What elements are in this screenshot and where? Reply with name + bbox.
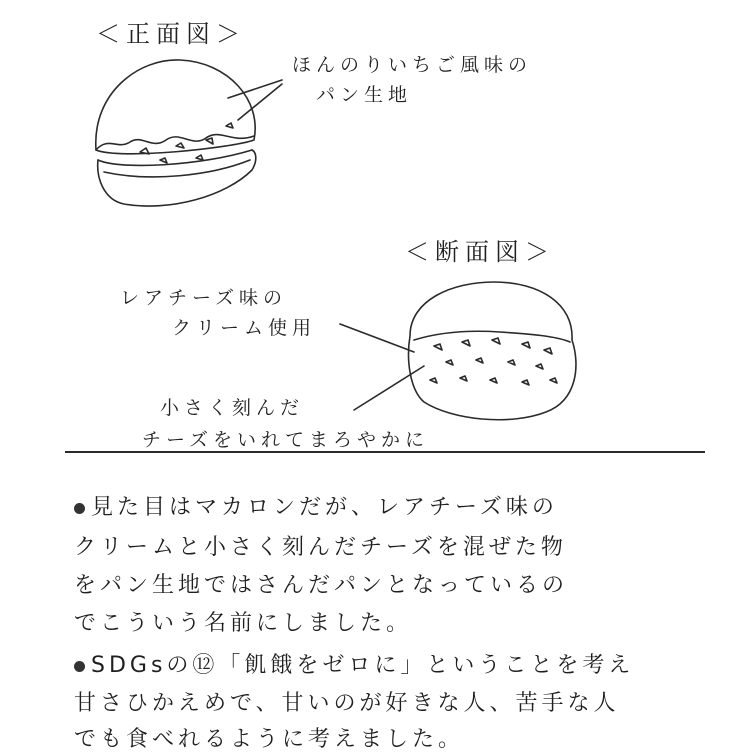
note-line-2: クリームと小さく刻んだチーズを混ぜた物	[74, 535, 567, 560]
front-view-label-line2: パン生地	[316, 84, 413, 106]
cross-section-label-b-line2: チーズをいれてまろやかに	[142, 429, 430, 451]
bullet-icon	[74, 503, 85, 514]
note-line-7: でも食べれるように考えました。	[74, 727, 465, 752]
note-line-4: でこういう名前にしました。	[74, 611, 413, 636]
note-line-6: 甘さひかえめで、甘いのが好きな人、苦手な人	[74, 691, 620, 716]
cross-section-label-b-line1: 小さく刻んだ	[160, 397, 305, 419]
cross-section-title: ＜断面図＞	[405, 238, 555, 266]
note-line-5: SDGsの⑫「飢餓をゼロに」ということを考え	[74, 648, 634, 679]
front-view-title: ＜正面図＞	[96, 20, 246, 48]
note-line-1: 見た目はマカロンだが、レアチーズ味の	[74, 490, 558, 521]
bullet-icon	[74, 661, 85, 672]
section-divider	[65, 451, 705, 453]
cross-section-macaron-drawing	[340, 282, 576, 420]
front-view-macaron-drawing	[96, 60, 282, 206]
front-view-label-line1: ほんのりいちご風味の	[292, 54, 533, 76]
note-line-3: をパン生地ではさんだパンとなっているの	[74, 573, 569, 598]
cross-section-label-a-line1: レアチーズ味の	[120, 287, 288, 309]
cross-section-label-a-line2: クリーム使用	[172, 317, 317, 339]
